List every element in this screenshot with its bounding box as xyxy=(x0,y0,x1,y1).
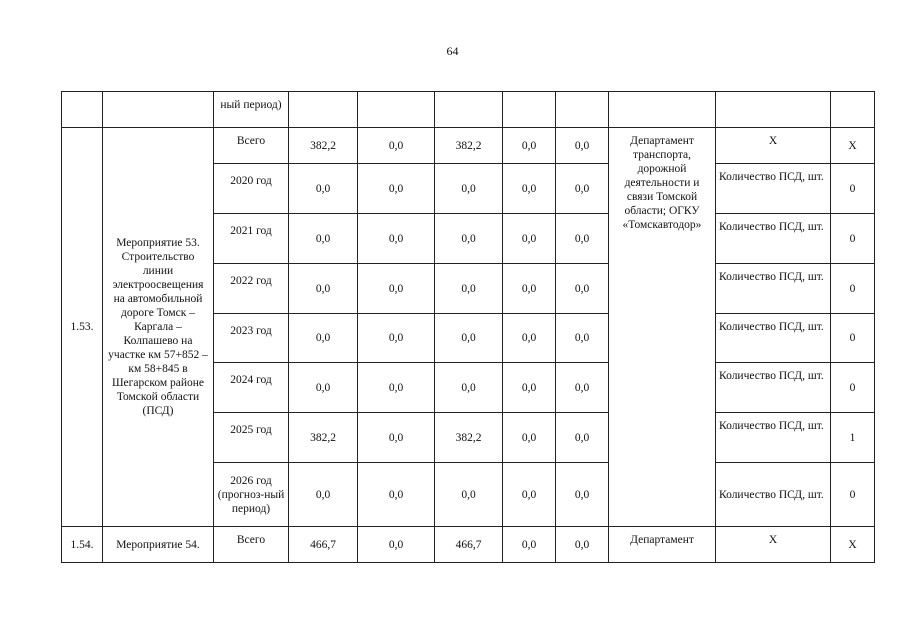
value-cell: 382,2 xyxy=(435,128,503,164)
value-cell: 0,0 xyxy=(358,164,435,214)
value-cell: 0,0 xyxy=(289,214,358,264)
table-row xyxy=(62,92,875,128)
value-cell: 0,0 xyxy=(289,264,358,314)
period-cell: 2022 год xyxy=(214,264,289,314)
value-cell: 0,0 xyxy=(289,314,358,363)
value-cell: 0,0 xyxy=(435,264,503,314)
item-name: Мероприятие 54. xyxy=(103,527,214,563)
value-cell: 0,0 xyxy=(503,363,556,413)
value-cell: 0,0 xyxy=(503,214,556,264)
indicator-value-cell: Х xyxy=(831,527,875,563)
indicator-value-cell: 0 xyxy=(831,314,875,363)
value-cell: 0,0 xyxy=(358,527,435,563)
indicator-value-cell: 0 xyxy=(831,214,875,264)
indicator-value-cell: 0 xyxy=(831,463,875,527)
value-cell: 0,0 xyxy=(556,128,609,164)
budget-table xyxy=(61,91,875,563)
executor-cell: Департамент xyxy=(609,527,716,563)
value-cell: 0,0 xyxy=(358,128,435,164)
cell xyxy=(556,92,609,128)
period-cell: 2025 год xyxy=(214,413,289,463)
value-cell: 0,0 xyxy=(435,214,503,264)
cell xyxy=(716,92,831,128)
value-cell: 0,0 xyxy=(503,264,556,314)
cell xyxy=(609,92,716,128)
value-cell: 0,0 xyxy=(358,363,435,413)
value-cell: 0,0 xyxy=(556,527,609,563)
value-cell: 0,0 xyxy=(358,264,435,314)
table-row xyxy=(62,128,875,164)
cell xyxy=(358,92,435,128)
indicator-cell: Х xyxy=(716,527,831,563)
value-cell: 382,2 xyxy=(289,413,358,463)
value-cell: 0,0 xyxy=(358,463,435,527)
item-name: Мероприятие 53. Строительство линии электроосвещения на автомобильной дороге Томск – Каргала – Колпашево на участке км 57+852 – км 58+845 в Шегарском районе Томской области (ПСД) xyxy=(103,128,214,527)
period-cell: 2021 год xyxy=(214,214,289,264)
period-cell: Всего xyxy=(214,128,289,164)
item-number: 1.53. xyxy=(62,128,103,527)
period-cell: ный период) xyxy=(214,92,289,128)
indicator-cell: Х xyxy=(716,128,831,164)
value-cell: 0,0 xyxy=(503,314,556,363)
value-cell: 0,0 xyxy=(358,413,435,463)
value-cell: 0,0 xyxy=(503,164,556,214)
value-cell: 0,0 xyxy=(435,164,503,214)
cell xyxy=(289,92,358,128)
indicator-cell: Количество ПСД, шт. xyxy=(716,264,831,314)
cell xyxy=(503,92,556,128)
table-row xyxy=(62,527,875,563)
indicator-value-cell: 0 xyxy=(831,264,875,314)
value-cell: 0,0 xyxy=(556,214,609,264)
indicator-value-cell: 0 xyxy=(831,164,875,214)
period-cell: Всего xyxy=(214,527,289,563)
indicator-cell: Количество ПСД, шт. xyxy=(716,214,831,264)
value-cell: 0,0 xyxy=(556,463,609,527)
period-cell: 2026 год (прогноз-ный период) xyxy=(214,463,289,527)
item-number: 1.54. xyxy=(62,527,103,563)
value-cell: 0,0 xyxy=(358,314,435,363)
executor-cell: Департамент транспорта, дорожной деятельности и связи Томской области; ОГКУ «Томскавтодор» xyxy=(609,128,716,527)
indicator-cell: Количество ПСД, шт. xyxy=(716,463,831,527)
indicator-value-cell: 1 xyxy=(831,413,875,463)
value-cell: 382,2 xyxy=(435,413,503,463)
value-cell: 0,0 xyxy=(435,363,503,413)
value-cell: 0,0 xyxy=(503,128,556,164)
value-cell: 0,0 xyxy=(358,214,435,264)
value-cell: 466,7 xyxy=(435,527,503,563)
indicator-cell: Количество ПСД, шт. xyxy=(716,363,831,413)
value-cell: 0,0 xyxy=(289,363,358,413)
indicator-value-cell: Х xyxy=(831,128,875,164)
indicator-cell: Количество ПСД, шт. xyxy=(716,164,831,214)
period-cell: 2020 год xyxy=(214,164,289,214)
value-cell: 0,0 xyxy=(503,527,556,563)
cell xyxy=(831,92,875,128)
value-cell: 466,7 xyxy=(289,527,358,563)
value-cell: 0,0 xyxy=(435,463,503,527)
value-cell: 0,0 xyxy=(556,164,609,214)
value-cell: 0,0 xyxy=(289,164,358,214)
cell xyxy=(103,92,214,128)
value-cell: 0,0 xyxy=(435,314,503,363)
value-cell: 382,2 xyxy=(289,128,358,164)
page-number: 64 xyxy=(446,44,459,58)
value-cell: 0,0 xyxy=(556,413,609,463)
indicator-cell: Количество ПСД, шт. xyxy=(716,314,831,363)
value-cell: 0,0 xyxy=(503,413,556,463)
period-cell: 2024 год xyxy=(214,363,289,413)
indicator-cell: Количество ПСД, шт. xyxy=(716,413,831,463)
indicator-value-cell: 0 xyxy=(831,363,875,413)
period-cell: 2023 год xyxy=(214,314,289,363)
value-cell: 0,0 xyxy=(289,463,358,527)
value-cell: 0,0 xyxy=(556,264,609,314)
value-cell: 0,0 xyxy=(503,463,556,527)
cell xyxy=(62,92,103,128)
value-cell: 0,0 xyxy=(556,314,609,363)
cell xyxy=(435,92,503,128)
value-cell: 0,0 xyxy=(556,363,609,413)
